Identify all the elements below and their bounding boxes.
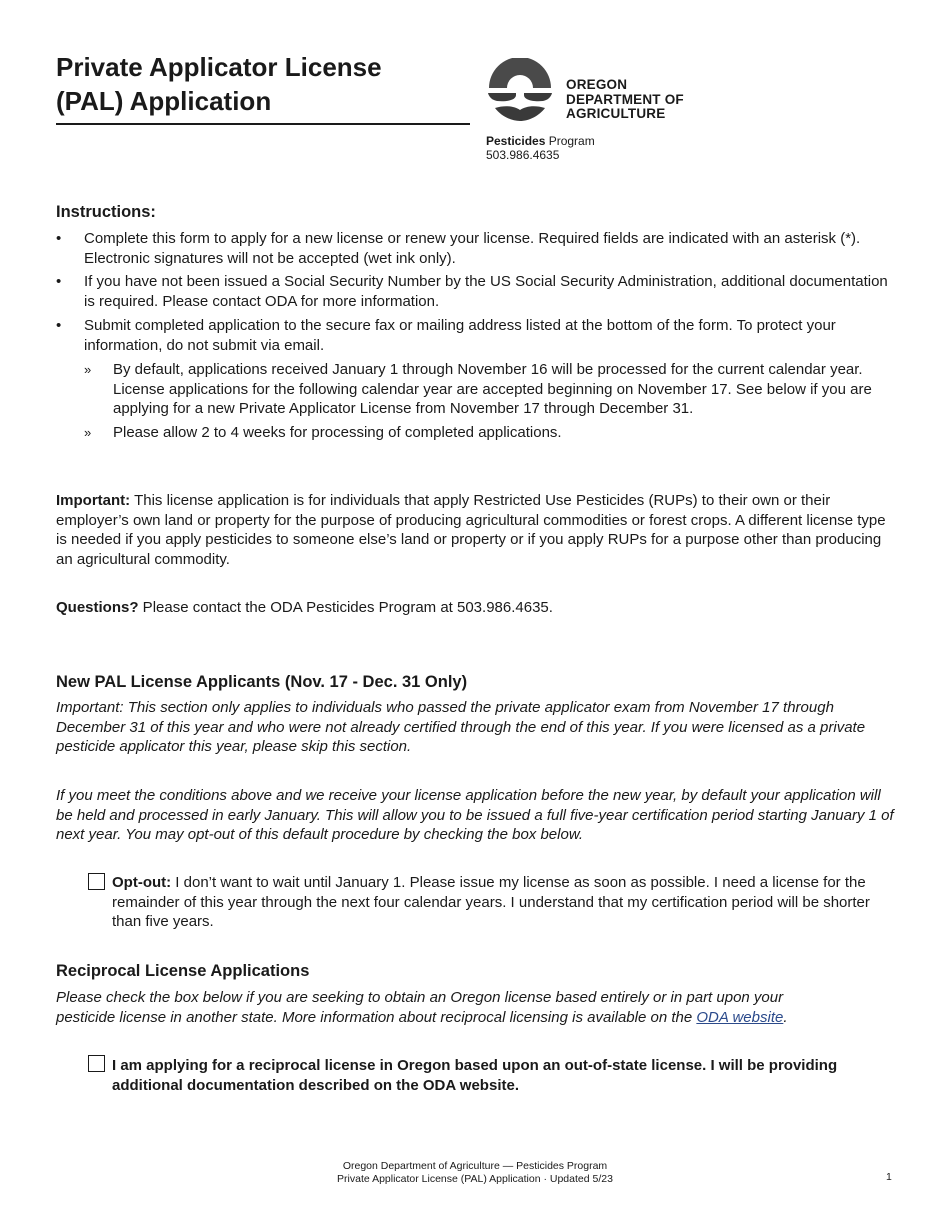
bullet-dot: • bbox=[56, 273, 62, 290]
title-line-2: (PAL) Application bbox=[56, 86, 272, 116]
bullet-text: If you have not been issued a Social Security Number by the US Social Security Administration, additional documentation is required. Please contact ODA for more information. bbox=[84, 273, 888, 310]
reciprocal-note-end: . bbox=[783, 1008, 788, 1026]
optout-label: Opt-out: bbox=[112, 874, 172, 891]
optout-text: I don’t want to wait until January 1. Please issue my license as soon as possible. I need a license for the remainder of this year through the next four calendar years. I understand that my certification period will be shorter than five years. bbox=[112, 874, 870, 930]
instruction-subbullet bbox=[84, 423, 894, 445]
subbullet-marker: » bbox=[84, 362, 92, 377]
questions-text: Please contact the ODA Pesticides Program at 503.986.4635. bbox=[138, 599, 553, 616]
bullet-dot: • bbox=[56, 230, 62, 247]
bullet-text: Submit completed application to the secure fax or mailing address listed at the bottom of the form. To protect your information, do not submit via email. bbox=[84, 317, 836, 354]
reciprocal-note-text: Please check the box below if you are seeking to obtain an Oregon license based entirely or in part upon your pesticide license in another state. More information about reciprocal licensing is available on the bbox=[56, 989, 784, 1026]
reciprocal-note bbox=[56, 988, 821, 1027]
title-line-1: Private Applicator License bbox=[56, 52, 382, 82]
subbullet-text: Please allow 2 to 4 weeks for processing of completed applications. bbox=[113, 424, 562, 441]
oda-website-link[interactable]: ODA website bbox=[696, 1008, 784, 1026]
oda-logo-text bbox=[566, 78, 684, 122]
logo-line-3: AGRICULTURE bbox=[566, 106, 666, 121]
instruction-bullet bbox=[56, 316, 896, 356]
logo-line-2: DEPARTMENT OF bbox=[566, 91, 684, 107]
new-pal-note-2: If you meet the conditions above and we receive your license application before the new year, by default your application will be held and processed in early January. This will allow you to be issued a full five-year certification period starting January 1 of next year. You may opt-out of this default procedure by checking the box below. bbox=[56, 787, 894, 843]
instruction-bullet bbox=[56, 272, 896, 312]
subbullet-text: By default, applications received January 1 through November 16 will be processed for the current calendar year. License applications for the following calendar year are accepted beginning on November 17. See below if you are applying for a new Private Applicator License from November 17 through December 31. bbox=[113, 361, 872, 417]
important-paragraph bbox=[56, 491, 896, 569]
questions-label: Questions? bbox=[56, 599, 139, 616]
optout-statement bbox=[112, 873, 894, 932]
footer bbox=[250, 1160, 700, 1186]
bullet-text: Complete this form to apply for a new license or renew your license. Required fields are indicated with an asterisk (*). Electronic signatures will not be accepted (wet ink only). bbox=[84, 230, 861, 267]
logo-line-1: OREGON bbox=[566, 77, 628, 92]
footer-line-1: Oregon Department of Agriculture — Pesticides Program bbox=[342, 1160, 608, 1172]
reciprocal-checkbox-text: I am applying for a reciprocal license in Oregon based upon an out-of-state license. I will be providing additional documentation described on the ODA website. bbox=[112, 1057, 838, 1094]
important-label: Important: bbox=[56, 492, 131, 509]
program-phone: 503.986.4635 bbox=[486, 148, 560, 162]
new-pal-note-1: Important: This section only applies to individuals who passed the private applicator exam from November 17 through December 31 of this year and who were not already certified through the end of this year. If you were licensed as a private pesticide applicator this year, please skip this section. bbox=[56, 699, 866, 755]
program-name-rest: Program bbox=[545, 134, 595, 148]
optout-checkbox[interactable] bbox=[88, 873, 105, 890]
reciprocal-checkbox[interactable] bbox=[88, 1055, 105, 1072]
program-name-bold: Pesticides bbox=[486, 134, 546, 148]
important-text: This license application is for individuals that apply Restricted Use Pesticides (RUPs) to their own or their employer’s own land or property for the purpose of producing agricultural commodities or forest crops. A different license type is needed if you apply pesticides to someone else’s land or property or if you apply RUPs for a purpose other than producing an agricultural commodity. bbox=[56, 492, 886, 568]
questions-paragraph bbox=[56, 598, 896, 618]
page-title bbox=[56, 50, 476, 118]
subbullet-marker: » bbox=[84, 425, 92, 440]
bullet-dot: • bbox=[56, 317, 62, 334]
oda-logo-icon bbox=[487, 58, 553, 122]
footer-line-2: Private Applicator License (PAL) Application · Updated 5/23 bbox=[337, 1173, 613, 1185]
new-pal-heading: New PAL License Applicants (Nov. 17 - Dec. 31 Only) bbox=[56, 673, 468, 691]
instruction-bullet bbox=[56, 229, 896, 269]
reciprocal-heading: Reciprocal License Applications bbox=[56, 962, 310, 980]
program-info bbox=[486, 134, 595, 162]
page-number: 1 bbox=[886, 1171, 892, 1183]
instruction-subbullet bbox=[84, 360, 894, 420]
instructions-heading: Instructions: bbox=[56, 203, 156, 221]
title-divider bbox=[56, 123, 470, 125]
